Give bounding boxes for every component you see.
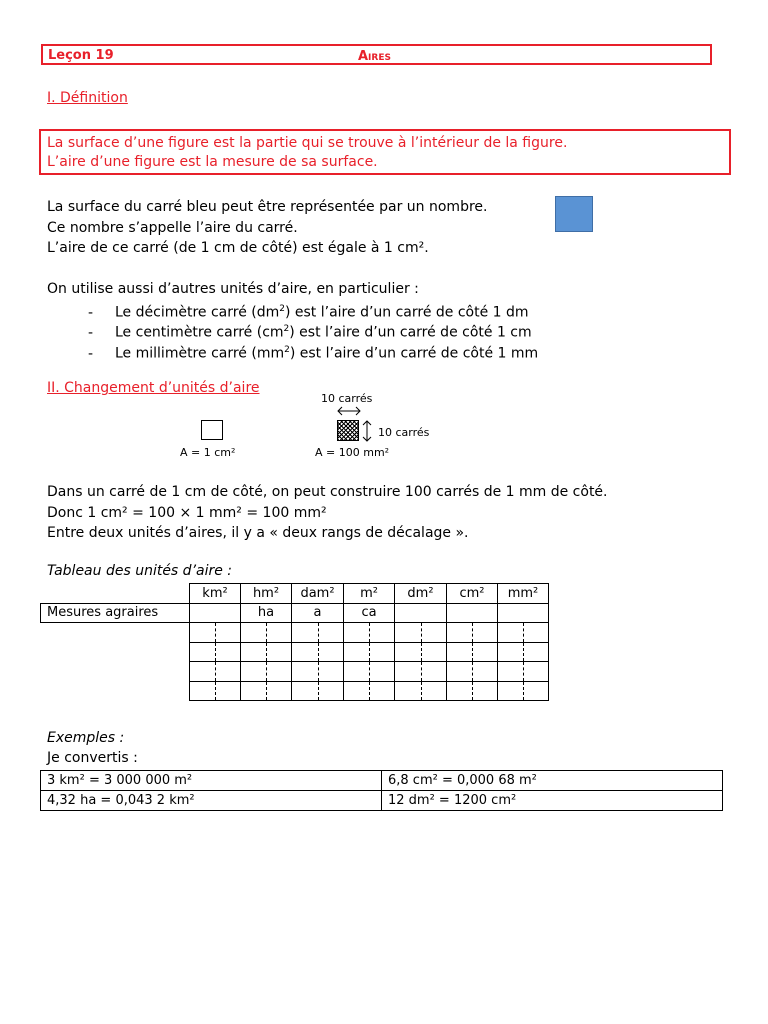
bullet-text: ) est l’aire d’un carré de côté 1 mm [289, 345, 539, 362]
example-cell: 4,32 ha = 0,043 2 km² [41, 791, 382, 811]
table-row [41, 662, 549, 682]
empty-cell [41, 584, 190, 604]
superscript: 2 [279, 304, 285, 314]
agrarian-cell [447, 603, 498, 623]
table-cell [344, 642, 395, 662]
superscript: 2 [283, 324, 290, 334]
table-cell [292, 623, 344, 643]
bullet-text: ) est l’aire d’un carré de côté 1 dm [284, 304, 529, 321]
text-line: Entre deux unités d’aires, il y a « deux rangs de décalage ». [47, 525, 469, 541]
bullet-text: Le décimètre carré (dm [115, 304, 280, 321]
examples-table [40, 770, 723, 811]
empty-cell [41, 642, 190, 662]
table-cell [292, 681, 344, 701]
table-cell [344, 623, 395, 643]
unit-header: dam² [292, 584, 344, 604]
table-cell [447, 662, 498, 682]
mm-grid-square-label: A = 100 mm² [315, 446, 390, 459]
agrarian-label: Mesures agraires [41, 603, 190, 623]
table-row [41, 771, 723, 791]
table-cell [395, 642, 447, 662]
unit-header: dm² [395, 584, 447, 604]
lesson-title: Aires [358, 49, 391, 64]
table-cell [447, 681, 498, 701]
double-arrow-horizontal-icon [336, 405, 362, 417]
example-cell: 12 dm² = 1200 cm² [382, 791, 723, 811]
blue-square-figure [555, 196, 593, 232]
table-cell [241, 642, 292, 662]
bullet-dash: - [88, 345, 94, 362]
bullet-text: ) est l’aire d’un carré de côté 1 cm [289, 324, 532, 341]
table-cell [344, 662, 395, 682]
text-line: La surface du carré bleu peut être représentée par un nombre. [47, 199, 488, 215]
agrarian-cell: ha [241, 603, 292, 623]
example-cell: 6,8 cm² = 0,000 68 m² [382, 771, 723, 791]
units-intro: On utilise aussi d’autres unités d’aire, en particulier : [47, 281, 419, 297]
empty-cell [41, 662, 190, 682]
agrarian-cell [395, 603, 447, 623]
superscript: 2 [284, 345, 290, 355]
table-cell [498, 642, 549, 662]
bullet-text: Le centimètre carré (cm [115, 324, 284, 341]
text-line: Dans un carré de 1 cm de côté, on peut construire 100 carrés de 1 mm de côté. [47, 484, 608, 500]
table-cell [241, 662, 292, 682]
agrarian-cell [190, 603, 241, 623]
section-1-heading: I. Définition [47, 90, 128, 106]
bullet-dash: - [88, 304, 94, 321]
height-label: 10 carrés [378, 426, 430, 439]
double-arrow-vertical-icon [361, 419, 373, 443]
one-cm-square-label: A = 1 cm² [180, 446, 236, 459]
table-cell [344, 681, 395, 701]
unit-header: hm² [241, 584, 292, 604]
bullet-item [88, 340, 538, 364]
text-line: L’aire de ce carré (de 1 cm de côté) est égale à 1 cm². [47, 240, 429, 256]
table-cell [190, 642, 241, 662]
one-cm-square [201, 420, 223, 440]
examples-subtitle: Je convertis : [47, 750, 138, 766]
table-cell [292, 662, 344, 682]
lesson-number: Leçon 19 [48, 48, 114, 63]
unit-header: km² [190, 584, 241, 604]
table-cell [447, 623, 498, 643]
mm-grid-square [337, 420, 359, 441]
bullet-text: Le millimètre carré (mm [115, 345, 285, 362]
agrarian-row [41, 603, 549, 623]
example-cell: 3 km² = 3 000 000 m² [41, 771, 382, 791]
table-cell [241, 623, 292, 643]
unit-header: m² [344, 584, 395, 604]
unit-header: cm² [447, 584, 498, 604]
empty-cell [41, 681, 190, 701]
agrarian-cell: a [292, 603, 344, 623]
units-table [40, 583, 549, 701]
table-row [41, 642, 549, 662]
table-cell [395, 681, 447, 701]
definition-line: L’aire d’une figure est la mesure de sa surface. [47, 154, 378, 170]
table-row [41, 681, 549, 701]
table-cell [395, 623, 447, 643]
conversion-paragraph [47, 482, 608, 544]
agrarian-cell: ca [344, 603, 395, 623]
table-cell [498, 623, 549, 643]
text-line: Ce nombre s’appelle l’aire du carré. [47, 219, 298, 236]
blue-square-paragraph [47, 197, 487, 259]
definition-box [39, 129, 731, 175]
section-2-heading: II. Changement d’unités d’aire [47, 380, 260, 396]
empty-cell [41, 623, 190, 643]
units-header-row [41, 584, 549, 604]
table-cell [190, 681, 241, 701]
width-label: 10 carrés [321, 392, 373, 405]
agrarian-cell [498, 603, 549, 623]
table-cell [190, 623, 241, 643]
units-table-title: Tableau des unités d’aire : [47, 563, 233, 579]
table-cell [395, 662, 447, 682]
definition-line: La surface d’une figure est la partie qui se trouve à l’intérieur de la figure. [47, 135, 568, 151]
table-cell [292, 642, 344, 662]
table-cell [498, 681, 549, 701]
table-row [41, 791, 723, 811]
table-cell [190, 662, 241, 682]
unit-header: mm² [498, 584, 549, 604]
table-cell [498, 662, 549, 682]
table-cell [241, 681, 292, 701]
bullet-dash: - [88, 324, 94, 341]
table-row [41, 623, 549, 643]
examples-title: Exemples : [47, 730, 125, 746]
text-line: Donc 1 cm² = 100 × 1 mm² = 100 mm² [47, 504, 327, 521]
table-cell [447, 642, 498, 662]
lesson-title-box [41, 44, 712, 65]
